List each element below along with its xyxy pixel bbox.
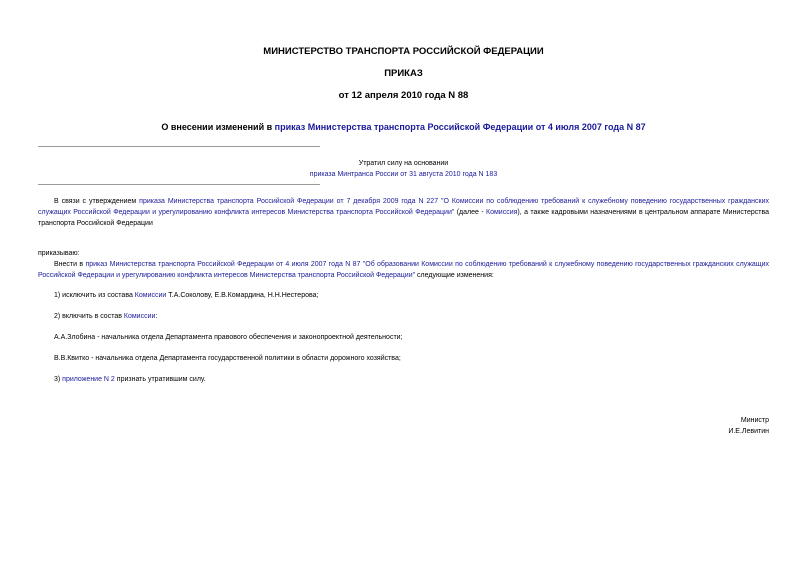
date-number-heading: от 12 апреля 2010 года N 88 <box>338 90 469 101</box>
main-text: Внести в <box>54 261 86 268</box>
list-item-3 <box>54 374 206 385</box>
main-text-2: следующие изменения: <box>415 272 494 279</box>
divider-top <box>38 146 320 147</box>
validity-note <box>0 158 807 180</box>
main-paragraph <box>38 259 769 281</box>
validity-note-text: Утратил силу на основании <box>358 160 449 167</box>
commission-link[interactable]: Комиссия <box>486 209 518 216</box>
doc-type-heading: ПРИКАЗ <box>384 68 423 79</box>
person-1: А.А.Злобина - начальника отдела Департамента правового обеспечения и законопроектной деятельности; <box>54 334 403 341</box>
main-order-link[interactable]: приказ Министерства транспорта Российской Федерации от 4 июля 2007 года N 87 "Об образовании Комиссии по соблюдению требований к служебному поведению государственных гражданских служащих Российской Федерации и урегулированию конфликта интересов Министерства транспорта Российской Федерации" <box>38 261 769 279</box>
item-1-commission-link[interactable]: Комиссии <box>134 292 167 299</box>
signature-name: И.Е.Левитин <box>728 428 769 435</box>
divider-bottom <box>38 184 320 185</box>
appendix-link[interactable]: приложение N 2 <box>62 376 115 383</box>
title-prefix: О внесении изменений в <box>161 122 275 132</box>
signature-role: Министр <box>740 417 769 424</box>
order-word: приказываю: <box>38 250 80 257</box>
preamble-link[interactable]: приказа Министерства транспорта Российской Федерации от 7 декабря 2009 года N 227 "О Комиссии по соблюдению требований к служебному поведению государственных гражданских служащих Российской Федерации и урегулированию конфликта интересов Министерства транспорта Российской Федерации" <box>38 198 769 216</box>
item-2-text: 2) включить в состав <box>54 313 124 320</box>
item-1-text: 1) исключить из состава <box>54 292 135 299</box>
list-item-2 <box>54 311 157 322</box>
document-title <box>0 122 807 132</box>
preamble-text-3: ), а также кадровыми назначениями в центральном аппарате Министерства транспорта Российской Федерации <box>38 209 769 227</box>
preamble-paragraph <box>38 196 769 229</box>
person-2: В.В.Квитко - начальника отдела Департамента государственной политики в области дорожного хозяйства; <box>54 355 401 362</box>
item-2-commission-link[interactable]: Комиссии <box>123 313 156 320</box>
item-1-text-2: Т.А.Соколову, Е.В.Комардина, Н.Н.Нестерова; <box>166 292 319 299</box>
item-3-text: 3) <box>54 376 63 383</box>
title-link[interactable]: приказ Министерства транспорта Российской Федерации от 4 июля 2007 года N 87 <box>274 122 646 132</box>
ministry-heading: МИНИСТЕРСТВО ТРАНСПОРТА РОССИЙСКОЙ ФЕДЕРАЦИИ <box>263 46 544 57</box>
validity-note-link[interactable]: приказа Минтранса России от 31 августа 2010 года N 183 <box>309 171 498 178</box>
preamble-text: В связи с утверждением <box>54 198 140 205</box>
item-3-text-2: признать утратившим силу. <box>114 376 206 383</box>
list-item-1 <box>54 290 318 301</box>
preamble-text-2: (далее - <box>454 209 487 216</box>
item-2-text-2: : <box>155 313 158 320</box>
